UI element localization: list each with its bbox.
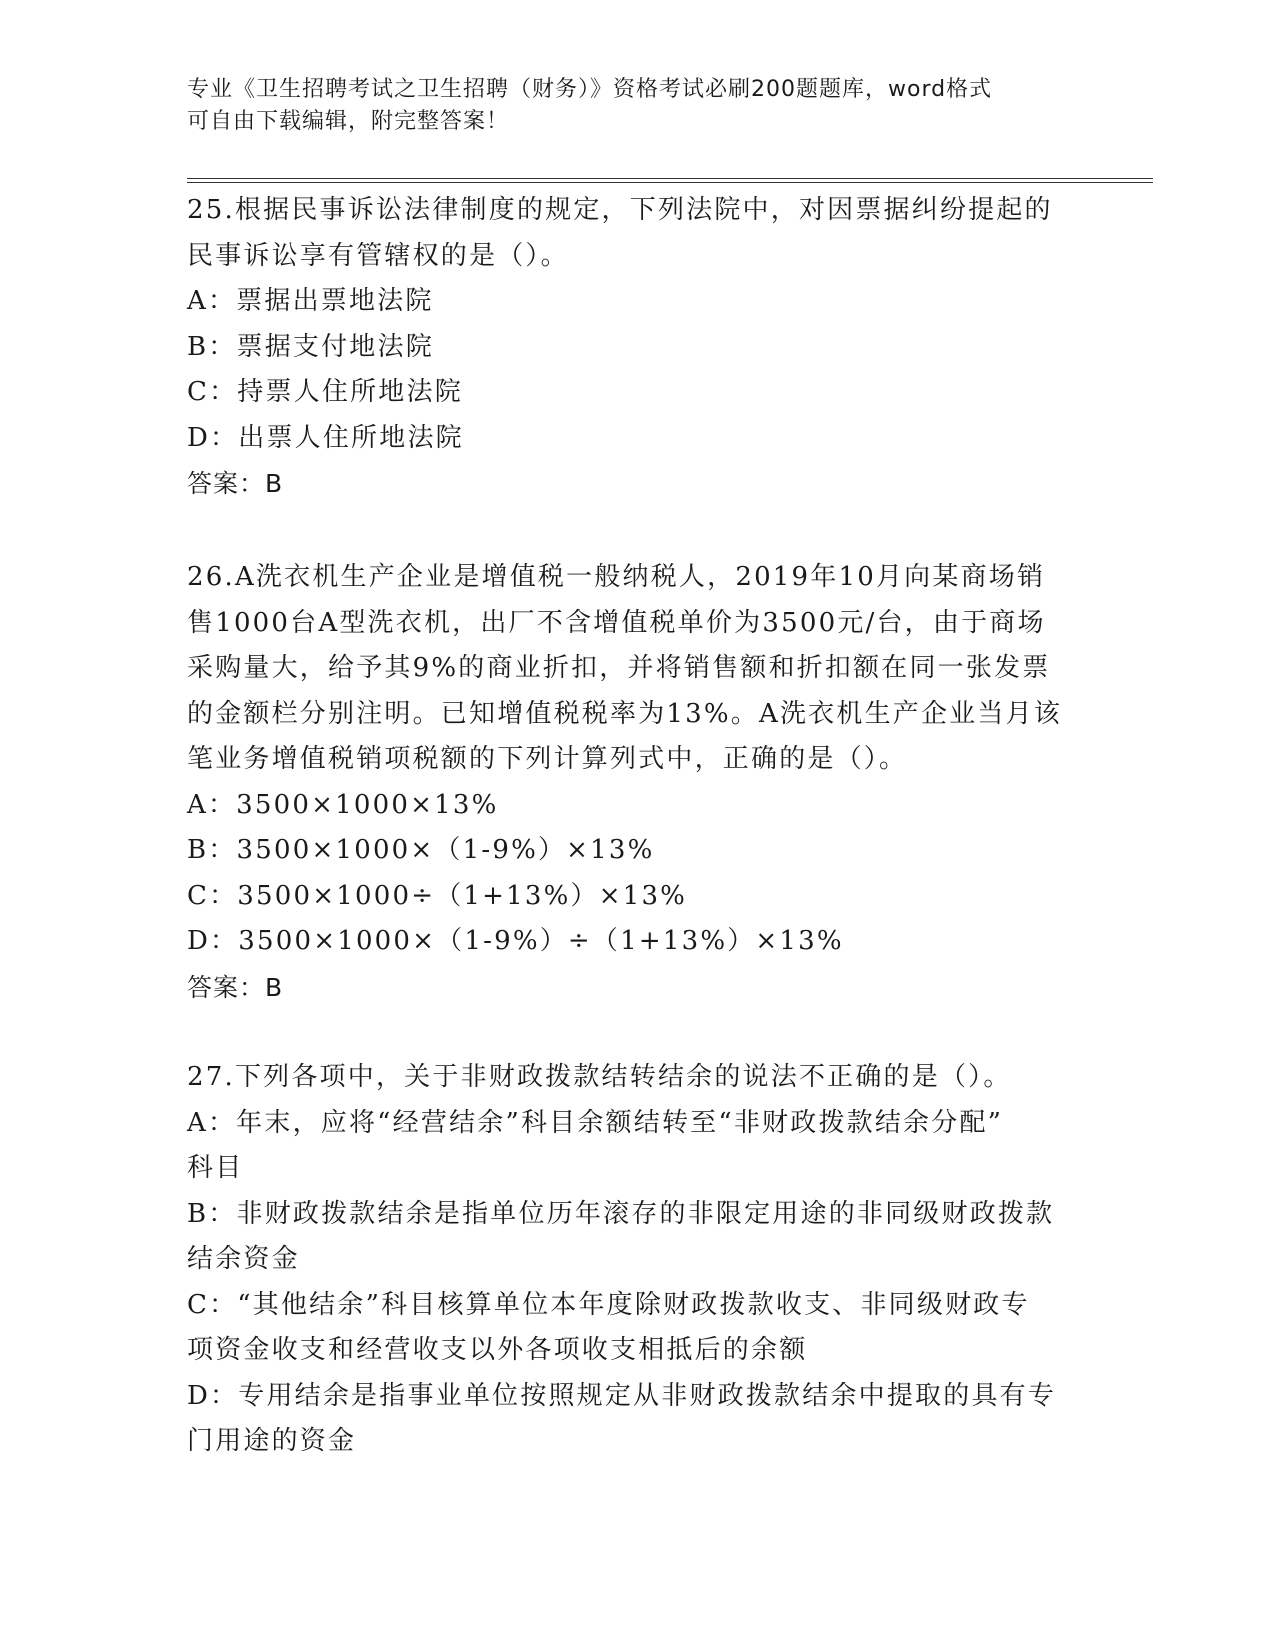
question-stem: 25.根据民事诉讼法律制度的规定，下列法院中，对因票据纠纷提起的	[187, 195, 1053, 225]
option-d: D：出票人住所地法院	[187, 422, 464, 453]
option-b: B：非财政拨款结余是指单位历年滚存的非限定用途的非同级财政拨款	[187, 1198, 1055, 1229]
question-stem: 采购量大，给予其9%的商业折扣，并将销售额和折扣额在同一张发票	[187, 653, 1051, 683]
question-stem: 26.A洗衣机生产企业是增值税一般纳税人，2019年10月向某商场销	[187, 562, 1046, 592]
question-25	[187, 188, 1087, 507]
header-divider	[187, 182, 1153, 183]
question-stem: 27.下列各项中，关于非财政拨款结转结余的说法不正确的是（）。	[187, 1062, 1012, 1092]
question-stem: 民事诉讼享有管辖权的是（）。	[187, 240, 569, 271]
option-d: D：专用结余是指事业单位按照规定从非财政拨款结余中提取的具有专	[187, 1380, 1057, 1411]
question-27	[187, 1055, 1087, 1465]
option-b: B：3500×1000×（1-9%）×13%	[187, 835, 655, 865]
option-c-continued: 项资金收支和经营收支以外各项收支相抵后的余额	[187, 1335, 808, 1365]
option-d-continued: 门用途的资金	[187, 1426, 357, 1456]
option-a-continued: 科目	[187, 1153, 244, 1183]
option-c: C：持票人住所地法院	[187, 377, 463, 407]
question-26	[187, 555, 1087, 1010]
header-divider	[187, 178, 1153, 179]
question-stem: 的金额栏分别注明。已知增值税税率为13%。A洗衣机生产企业当月该	[187, 698, 1062, 729]
option-a: A：3500×1000×13%	[187, 789, 499, 820]
header-line: 可自由下载编辑，附完整答案！	[187, 109, 510, 134]
option-b: B：票据支付地法院	[187, 331, 434, 362]
option-c: C：“其他结余”科目核算单位本年度除财政拨款收支、非同级财政专	[187, 1289, 1030, 1320]
option-c: C：3500×1000÷（1+13%）×13%	[187, 880, 688, 911]
answer: 答案：B	[187, 972, 284, 1002]
option-a: A：年末，应将“经营结余”科目余额结转至“非财政拨款结余分配”	[187, 1107, 1004, 1138]
option-b-continued: 结余资金	[187, 1244, 300, 1274]
question-stem: 售1000台A型洗衣机，出厂不含增值税单价为3500元/台，由于商场	[187, 607, 1046, 638]
option-a: A：票据出票地法院	[187, 286, 434, 316]
document-header	[187, 74, 1067, 138]
header-line: 专业《卫生招聘考试之卫生招聘（财务）》资格考试必刷200题题库，word格式	[187, 77, 993, 102]
answer: 答案：B	[187, 469, 284, 498]
option-d: D：3500×1000×（1-9%）÷（1+13%）×13%	[187, 926, 844, 956]
question-stem: 笔业务增值税销项税额的下列计算列式中，正确的是（）。	[187, 744, 908, 774]
